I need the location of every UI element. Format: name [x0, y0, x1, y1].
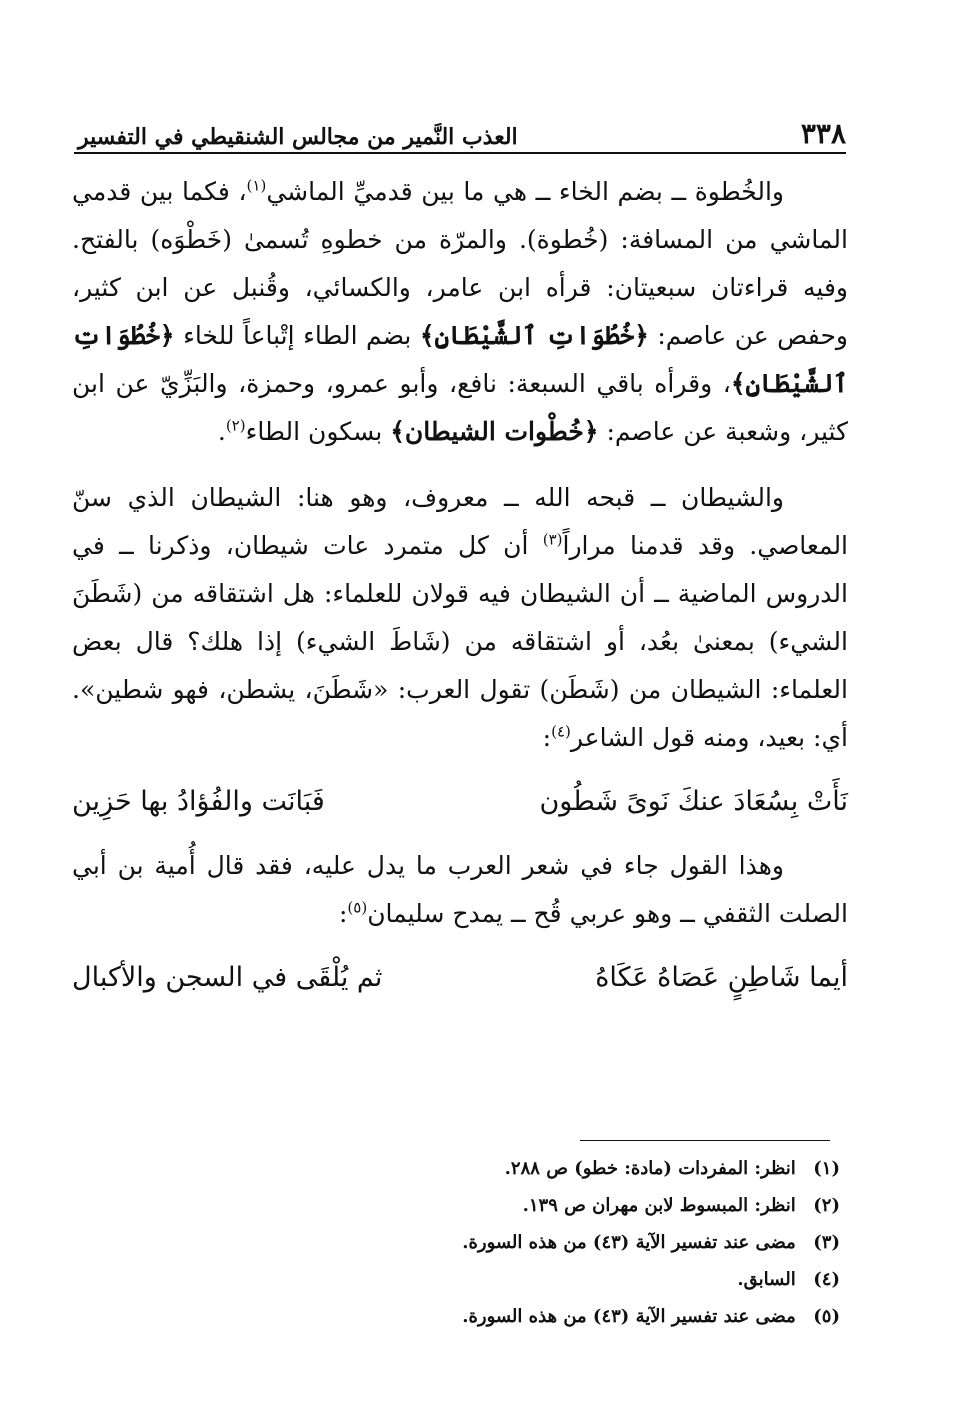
text-run: : [542, 723, 552, 752]
verse-first-hemistich: نَأَتْ بِسُعَادَ عنكَ نَوىً شَطُون [539, 786, 848, 817]
text-run: والخُطوة ــ بضم الخاء ــ هي ما بين قدميِّ الماشي [266, 177, 784, 206]
footnote-number: (١) [813, 1158, 840, 1179]
footnote-number: (٢) [813, 1195, 840, 1216]
footnote-marker-4: (٤) [551, 722, 571, 741]
footnote-text: مضى عند تفسير الآية (٤٣) من هذه السورة. [462, 1232, 796, 1253]
text-run: أن كل متمرد عات شيطان، وذكرنا ــ في الدروس الماضية ــ أن الشيطان فيه قولان للعلماء: هل اشتقاقه من (شَطَنَ الشيء) بمعنىٰ بعُد، أو اشتقاقه من (شَاطَ الشيء) إذا هلك؟ قال بعض العلماء: الشيطان من (شَطَن) تقول العرب: «شَطَنَ، يشطن، فهو شطين». أي: بعيد، ومنه قول الشاعر [72, 531, 848, 752]
footnote-number: (٥) [813, 1306, 840, 1327]
footnote [120, 1150, 840, 1187]
footnote-divider [580, 1140, 830, 1141]
text-run: والشيطان ــ قبحه الله ــ معروف، وهو هنا: الشيطان الذي سنّ المعاصي. وقد قدمنا مراراً [72, 483, 849, 560]
text-run: : [338, 899, 348, 928]
poetry-verse-1 [72, 776, 848, 828]
footnote-marker-3: (٣) [542, 530, 563, 549]
paragraph-gap [72, 456, 848, 474]
footnotes [120, 1150, 840, 1335]
footnote [120, 1187, 840, 1224]
running-title: العذب النَّمير من مجالس الشنقيطي في التفسير [78, 124, 518, 150]
text-run: بضم الطاء إتْباعاً للخاء [174, 321, 420, 350]
footnote [120, 1298, 840, 1335]
footnote-text: مضى عند تفسير الآية (٤٣) من هذه السورة. [462, 1306, 796, 1327]
text-run: بسكون الطاء [245, 417, 391, 446]
page-number: ٣٣٨ [800, 117, 846, 150]
verse-second-hemistich: ثم يُلْقَى في السجن والأكبال [72, 962, 383, 993]
text-run: وهذا القول جاء في شعر العرب ما يدل عليه، فقد قال أُمية بن أبي الصلت الثقفي ــ وهو عربي قُح ــ يمدح سليمان [72, 851, 848, 928]
footnote-number: (٣) [813, 1232, 840, 1253]
paragraph-shaytan [72, 474, 848, 762]
footnote-marker-5: (٥) [347, 898, 368, 917]
text-run: ، فكما بين قدمي الماشي من المسافة: (خُطوة). والمرّة من خطوهِ تُسمىٰ (خَطْوَه) بالفتح. وفيه قراءتان سبعيتان: قرأه ابن عامر، والكسائي، وقُنبل عن ابن كثير، وحفص عن عاصم: [72, 177, 848, 350]
verse-first-hemistich: أيما شَاطِنٍ عَصَاهُ عَكَاهُ [595, 962, 848, 993]
footnote [120, 1224, 840, 1261]
quran-quote: ﴿خُطُوَاتِ ٱلشَّيْطَانِ﴾ [72, 321, 848, 398]
quran-quote: ﴿خُطْوات الشيطان﴾ [390, 417, 599, 446]
footnote-text: انظر: المبسوط لابن مهران ص ١٣٩. [522, 1195, 796, 1216]
text-run: . [217, 417, 226, 446]
footnote-marker-2: (٢) [225, 416, 246, 435]
paragraph-umayya [72, 842, 848, 938]
verse-second-hemistich: فَبَانَت والفُؤادُ بها حَزِين [72, 786, 325, 817]
footnote [120, 1261, 840, 1298]
footnote-text: السابق. [737, 1269, 796, 1290]
main-text [72, 168, 848, 1018]
paragraph-khutwa [72, 168, 848, 456]
footnote-marker-1: (١) [246, 176, 267, 195]
header-divider [74, 152, 846, 154]
footnote-text: انظر: المفردات (مادة: خطو) ص ٢٨٨. [504, 1158, 796, 1179]
poetry-verse-2 [72, 952, 848, 1004]
text-run: ، وقرأه باقي السبعة: نافع، وأبو عمرو، وحمزة، والبَزِّيّ عن ابن كثير، وشعبة عن عاصم: [72, 369, 848, 446]
page-header [78, 108, 846, 148]
footnote-number: (٤) [813, 1269, 840, 1290]
quran-quote: ﴿خُطُوَاتِ ٱلشَّيْطَانِ﴾ [419, 321, 649, 350]
